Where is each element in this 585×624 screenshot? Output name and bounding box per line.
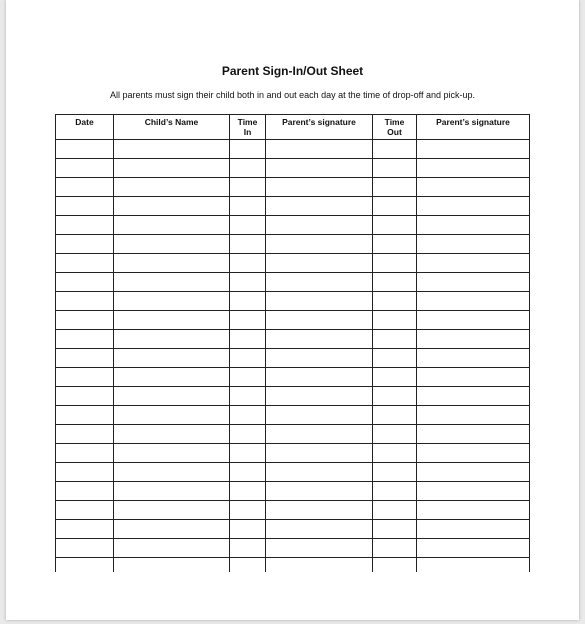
column-header-time-out: Time Out xyxy=(373,115,417,140)
blank-cell-time-in xyxy=(230,311,266,330)
blank-cell-child-name xyxy=(114,311,230,330)
table-row xyxy=(56,311,530,330)
blank-cell-date xyxy=(56,292,114,311)
blank-cell-date xyxy=(56,178,114,197)
blank-cell-time-out xyxy=(373,368,417,387)
blank-cell-child-name xyxy=(114,254,230,273)
blank-cell-parent-sig-in xyxy=(266,254,373,273)
blank-cell-parent-sig-in xyxy=(266,159,373,178)
blank-cell-time-in xyxy=(230,368,266,387)
blank-cell-child-name xyxy=(114,539,230,558)
blank-cell-child-name xyxy=(114,425,230,444)
blank-cell-time-out xyxy=(373,425,417,444)
blank-cell-child-name xyxy=(114,482,230,501)
document-page xyxy=(6,0,579,620)
blank-cell-date xyxy=(56,444,114,463)
blank-cell-date xyxy=(56,349,114,368)
table-row xyxy=(56,273,530,292)
blank-cell-parent-sig-out xyxy=(417,444,530,463)
blank-cell-time-in xyxy=(230,463,266,482)
blank-cell-date xyxy=(56,425,114,444)
blank-cell-parent-sig-in xyxy=(266,330,373,349)
blank-cell-time-out xyxy=(373,197,417,216)
blank-cell-child-name xyxy=(114,216,230,235)
blank-cell-time-in xyxy=(230,292,266,311)
blank-cell-parent-sig-in xyxy=(266,178,373,197)
blank-cell-parent-sig-out xyxy=(417,273,530,292)
column-header-parent-signature-out: Parent’s signature xyxy=(417,115,530,140)
blank-cell-parent-sig-out xyxy=(417,558,530,573)
table-row xyxy=(56,482,530,501)
column-header-date: Date xyxy=(56,115,114,140)
blank-cell-time-out xyxy=(373,463,417,482)
blank-cell-parent-sig-in xyxy=(266,444,373,463)
blank-cell-time-in xyxy=(230,520,266,539)
blank-cell-parent-sig-out xyxy=(417,368,530,387)
blank-cell-parent-sig-in xyxy=(266,273,373,292)
blank-cell-parent-sig-out xyxy=(417,520,530,539)
blank-cell-time-out xyxy=(373,520,417,539)
blank-cell-date xyxy=(56,216,114,235)
blank-cell-child-name xyxy=(114,159,230,178)
blank-cell-parent-sig-out xyxy=(417,330,530,349)
table-row xyxy=(56,520,530,539)
blank-cell-parent-sig-in xyxy=(266,520,373,539)
blank-cell-time-out xyxy=(373,140,417,159)
blank-cell-child-name xyxy=(114,444,230,463)
table-row xyxy=(56,387,530,406)
blank-cell-child-name xyxy=(114,501,230,520)
blank-cell-time-out xyxy=(373,178,417,197)
table-row xyxy=(56,425,530,444)
blank-cell-parent-sig-out xyxy=(417,292,530,311)
blank-cell-time-out xyxy=(373,216,417,235)
blank-cell-parent-sig-in xyxy=(266,349,373,368)
blank-cell-parent-sig-in xyxy=(266,406,373,425)
blank-cell-parent-sig-out xyxy=(417,425,530,444)
blank-cell-parent-sig-in xyxy=(266,140,373,159)
blank-cell-date xyxy=(56,501,114,520)
blank-cell-time-out xyxy=(373,330,417,349)
blank-cell-time-in xyxy=(230,558,266,573)
table-row xyxy=(56,406,530,425)
table-row xyxy=(56,140,530,159)
blank-cell-time-in xyxy=(230,349,266,368)
blank-cell-parent-sig-in xyxy=(266,235,373,254)
blank-cell-child-name xyxy=(114,197,230,216)
blank-cell-time-out xyxy=(373,159,417,178)
table-row xyxy=(56,349,530,368)
blank-cell-parent-sig-out xyxy=(417,463,530,482)
table-row xyxy=(56,235,530,254)
blank-cell-parent-sig-in xyxy=(266,387,373,406)
table-row xyxy=(56,558,530,573)
blank-cell-parent-sig-out xyxy=(417,406,530,425)
sign-in-out-table xyxy=(55,114,530,572)
blank-cell-child-name xyxy=(114,406,230,425)
blank-cell-child-name xyxy=(114,387,230,406)
blank-cell-date xyxy=(56,330,114,349)
blank-cell-parent-sig-out xyxy=(417,159,530,178)
blank-cell-parent-sig-out xyxy=(417,197,530,216)
blank-cell-child-name xyxy=(114,368,230,387)
sheet-instructions: All parents must sign their child both in and out each day at the time of drop-off and pick-up. xyxy=(109,90,476,100)
blank-cell-time-in xyxy=(230,273,266,292)
table-body xyxy=(56,140,530,573)
blank-cell-time-in xyxy=(230,140,266,159)
blank-cell-time-out xyxy=(373,558,417,573)
sheet-title: Parent Sign-In/Out Sheet xyxy=(221,64,364,78)
blank-cell-time-out xyxy=(373,482,417,501)
blank-cell-parent-sig-out xyxy=(417,482,530,501)
blank-cell-child-name xyxy=(114,235,230,254)
blank-cell-child-name xyxy=(114,520,230,539)
blank-cell-date xyxy=(56,558,114,573)
blank-cell-time-out xyxy=(373,235,417,254)
blank-cell-time-in xyxy=(230,539,266,558)
blank-cell-time-out xyxy=(373,444,417,463)
blank-cell-parent-sig-in xyxy=(266,501,373,520)
blank-cell-time-in xyxy=(230,197,266,216)
blank-cell-time-out xyxy=(373,273,417,292)
blank-cell-date xyxy=(56,406,114,425)
blank-cell-time-in xyxy=(230,501,266,520)
blank-cell-time-in xyxy=(230,330,266,349)
blank-cell-parent-sig-in xyxy=(266,216,373,235)
blank-cell-date xyxy=(56,463,114,482)
table-row xyxy=(56,216,530,235)
blank-cell-time-out xyxy=(373,254,417,273)
table-row xyxy=(56,197,530,216)
blank-cell-child-name xyxy=(114,140,230,159)
blank-cell-parent-sig-in xyxy=(266,197,373,216)
blank-cell-parent-sig-in xyxy=(266,368,373,387)
blank-cell-time-in xyxy=(230,387,266,406)
blank-cell-parent-sig-out xyxy=(417,387,530,406)
column-header-child-name: Child’s Name xyxy=(114,115,230,140)
blank-cell-date xyxy=(56,368,114,387)
table-row xyxy=(56,501,530,520)
blank-cell-parent-sig-in xyxy=(266,558,373,573)
blank-cell-child-name xyxy=(114,558,230,573)
blank-cell-date xyxy=(56,235,114,254)
table-row xyxy=(56,463,530,482)
blank-cell-child-name xyxy=(114,273,230,292)
blank-cell-date xyxy=(56,311,114,330)
blank-cell-date xyxy=(56,482,114,501)
blank-cell-time-out xyxy=(373,539,417,558)
blank-cell-time-in xyxy=(230,235,266,254)
blank-cell-parent-sig-out xyxy=(417,254,530,273)
table-row xyxy=(56,444,530,463)
blank-cell-time-in xyxy=(230,216,266,235)
blank-cell-date xyxy=(56,539,114,558)
blank-cell-parent-sig-out xyxy=(417,216,530,235)
table-row xyxy=(56,368,530,387)
blank-cell-parent-sig-in xyxy=(266,292,373,311)
blank-cell-parent-sig-out xyxy=(417,539,530,558)
blank-cell-child-name xyxy=(114,463,230,482)
blank-cell-time-in xyxy=(230,406,266,425)
blank-cell-time-out xyxy=(373,501,417,520)
table-row xyxy=(56,539,530,558)
blank-cell-child-name xyxy=(114,330,230,349)
blank-cell-parent-sig-out xyxy=(417,311,530,330)
blank-cell-parent-sig-out xyxy=(417,349,530,368)
table-row xyxy=(56,159,530,178)
blank-cell-parent-sig-out xyxy=(417,140,530,159)
table-row xyxy=(56,178,530,197)
column-header-parent-signature-in: Parent’s signature xyxy=(266,115,373,140)
blank-cell-time-out xyxy=(373,387,417,406)
blank-cell-parent-sig-out xyxy=(417,235,530,254)
blank-cell-date xyxy=(56,520,114,539)
blank-cell-time-in xyxy=(230,159,266,178)
blank-cell-child-name xyxy=(114,349,230,368)
blank-cell-parent-sig-in xyxy=(266,482,373,501)
blank-cell-time-in xyxy=(230,425,266,444)
blank-cell-time-out xyxy=(373,349,417,368)
blank-cell-parent-sig-in xyxy=(266,463,373,482)
blank-cell-date xyxy=(56,254,114,273)
blank-cell-time-in xyxy=(230,254,266,273)
table-row xyxy=(56,292,530,311)
blank-cell-time-out xyxy=(373,311,417,330)
blank-cell-date xyxy=(56,197,114,216)
blank-cell-time-in xyxy=(230,482,266,501)
table-header-row xyxy=(56,115,530,140)
blank-cell-parent-sig-in xyxy=(266,311,373,330)
blank-cell-time-out xyxy=(373,292,417,311)
blank-cell-date xyxy=(56,140,114,159)
blank-cell-child-name xyxy=(114,292,230,311)
blank-cell-parent-sig-out xyxy=(417,501,530,520)
column-header-time-in: Time In xyxy=(230,115,266,140)
blank-cell-parent-sig-in xyxy=(266,425,373,444)
blank-cell-date xyxy=(56,159,114,178)
blank-cell-parent-sig-out xyxy=(417,178,530,197)
blank-cell-date xyxy=(56,387,114,406)
blank-cell-time-out xyxy=(373,406,417,425)
blank-cell-child-name xyxy=(114,178,230,197)
blank-cell-time-in xyxy=(230,444,266,463)
blank-cell-date xyxy=(56,273,114,292)
blank-cell-parent-sig-in xyxy=(266,539,373,558)
blank-cell-time-in xyxy=(230,178,266,197)
table-row xyxy=(56,254,530,273)
table-row xyxy=(56,330,530,349)
